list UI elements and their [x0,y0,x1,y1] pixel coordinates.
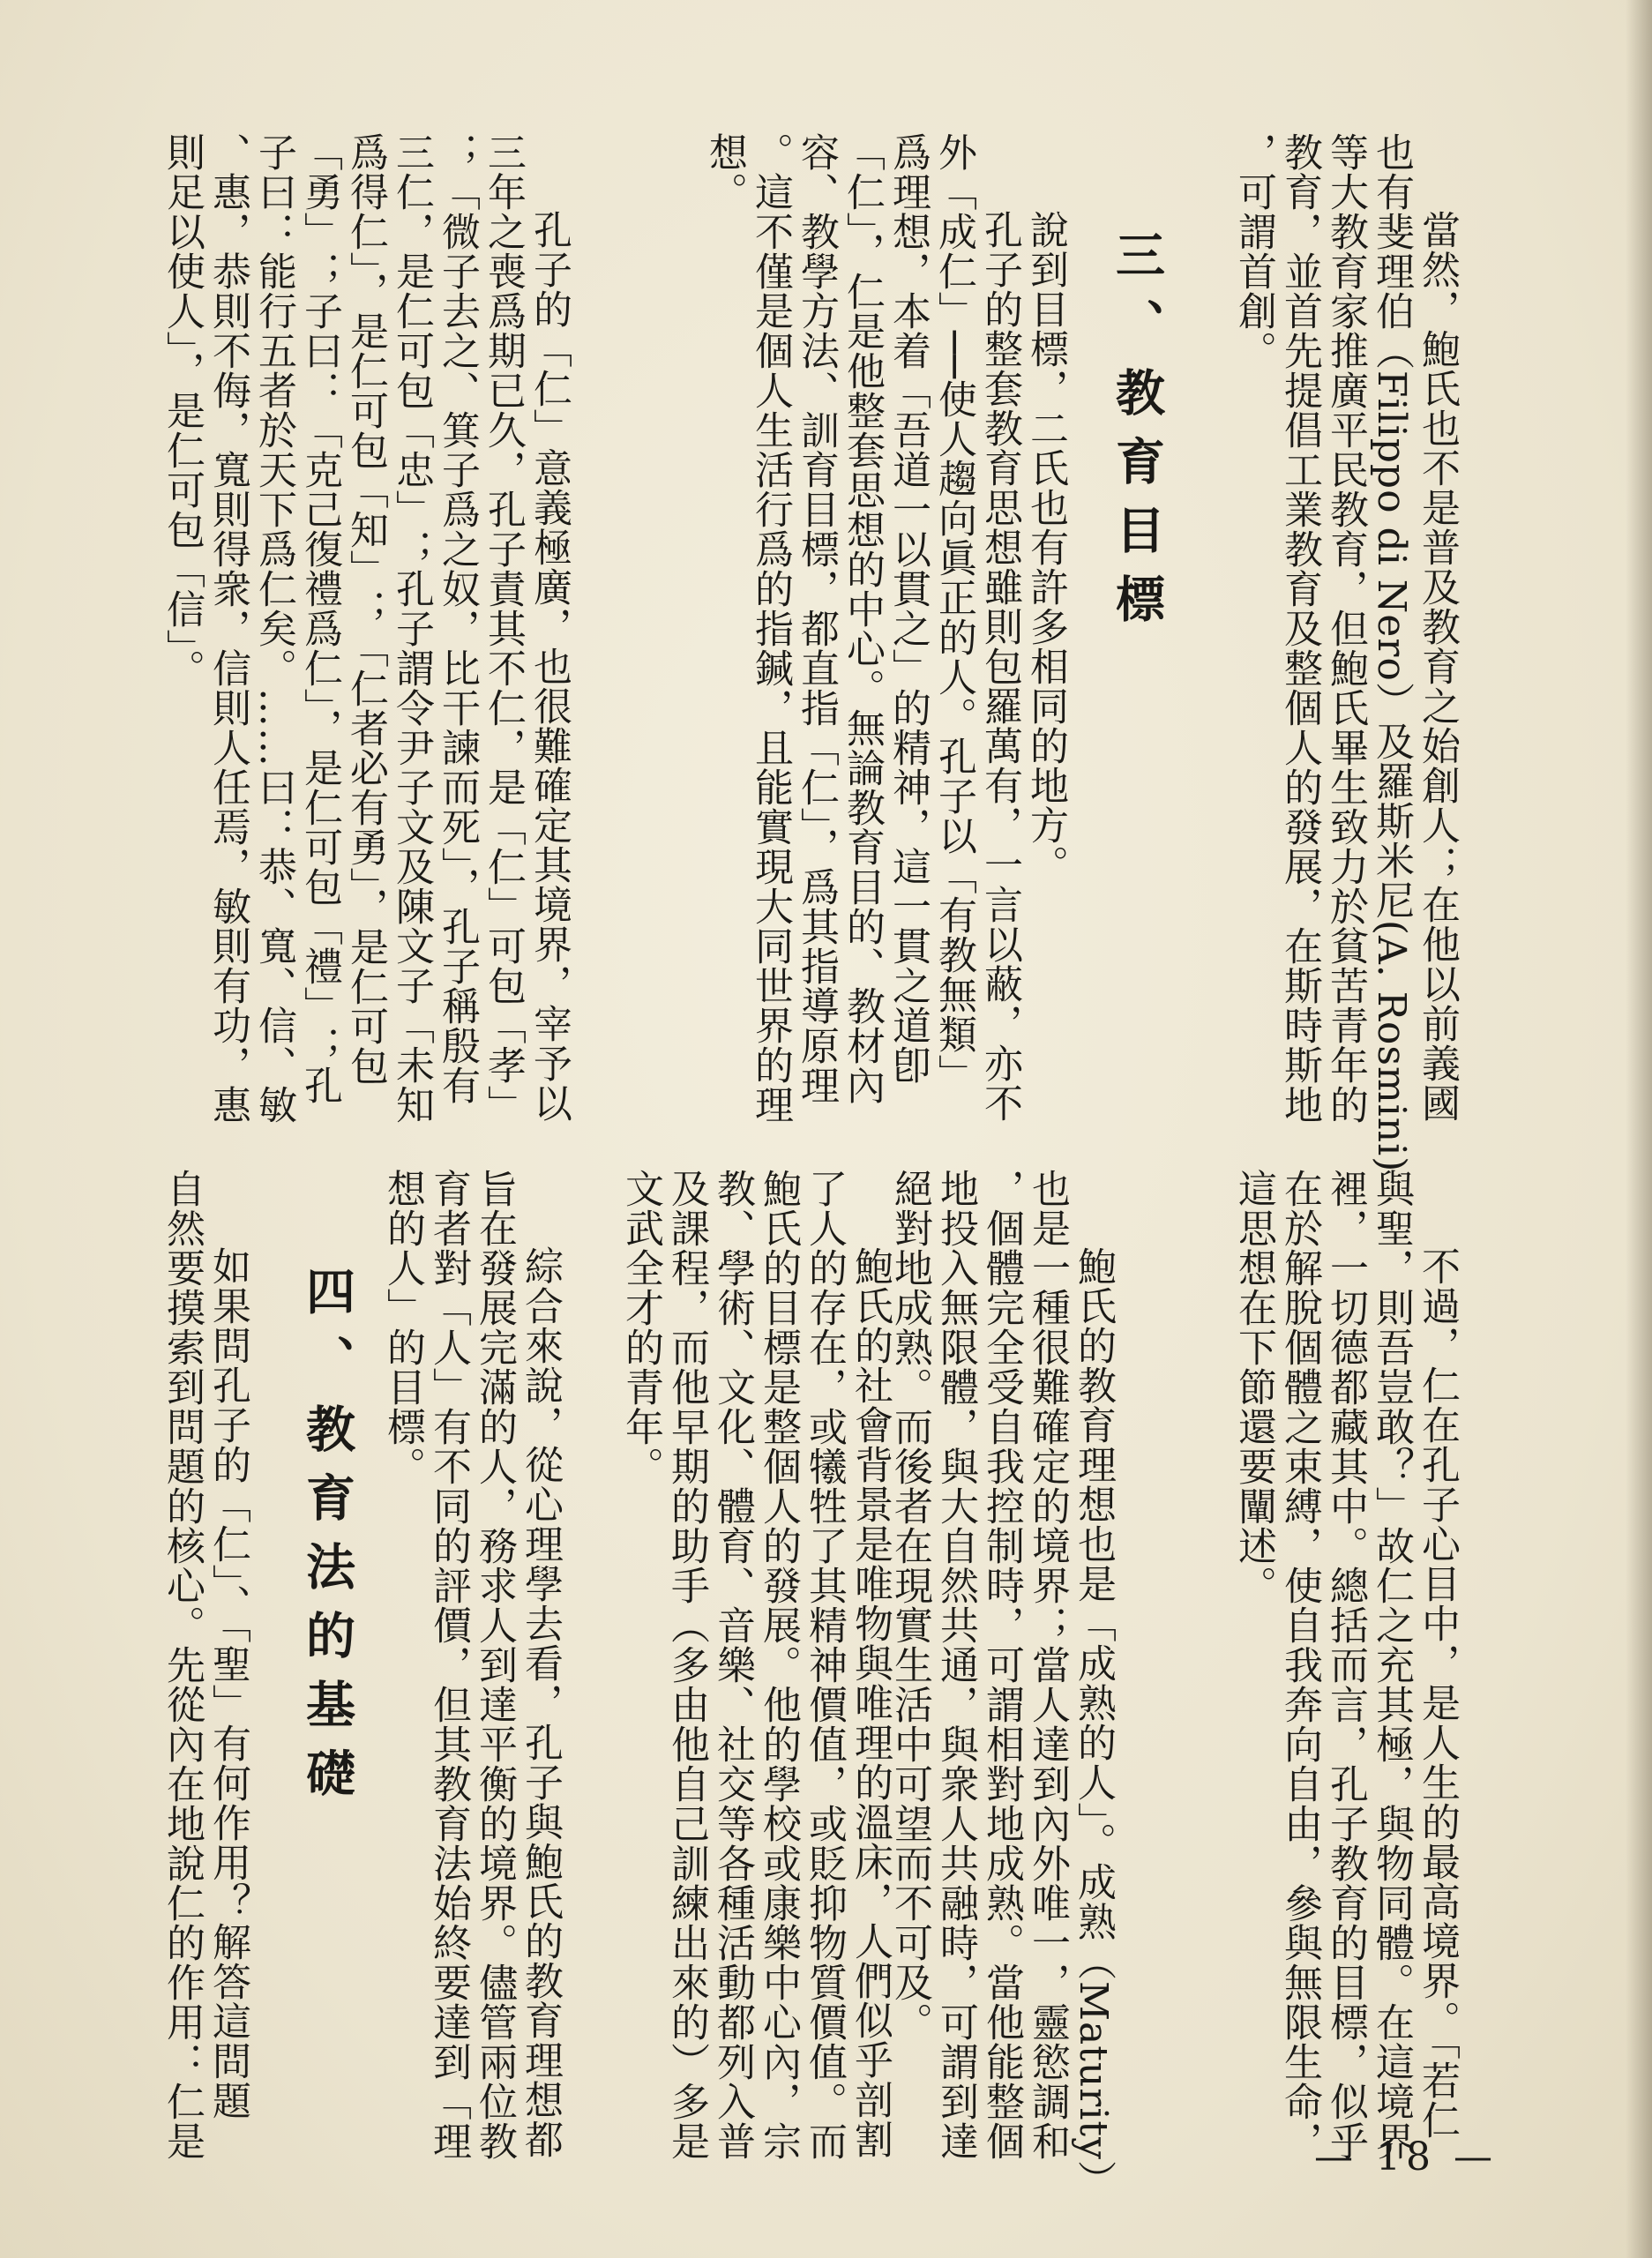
text-line: 三仁，是仁可包「忠」；孔子謂令尹子文及陳文子「未知 [389,132,434,1125]
text-line: 「勇」；子曰：「克己復禮爲仁」，是仁可包「禮」；孔 [297,132,342,1105]
text-line: ；「微子去之、箕子爲之奴，比干諫而死」，孔子稱殷有 [435,132,480,1105]
text-line: 外「成仁」──使人趨向眞正的人。孔子以「有教無類」 [931,132,976,1094]
text-line: 絕對地成熟。而後者在現實生活中可望而不可及。 [887,1169,932,2042]
page-number: — 18 — [1314,2135,1498,2179]
text-line: 教、學術、文化、體育、音樂、社交等各種活動都列入普 [710,1169,755,2161]
text-line: 育者對「人」有不同的評價，但其教育法始終要達到「理 [426,1169,471,2161]
text-line: 在於解脫個體之束縛，使自我奔向自由，參與無限生命， [1277,1169,1322,2161]
text-line: 及課程，而他早期的助手（多由他自己訓練出來的）多是 [664,1169,709,2161]
section-heading-three: 三、教育目標 [1108,229,1165,642]
paragraph-bao-universal-education [1230,132,1460,1172]
text-line: ，可謂首創。 [1231,132,1276,370]
text-line: 爲理想，本着「吾道一以貫之」的精神，這一貫之道卽 [886,132,931,1085]
text-line: 等大教育家推廣平民教育，但鮑氏畢生致力於貧苦青年的 [1323,132,1368,1125]
text-line: 孔子的整套教育思想雖則包羅萬有，一言以蔽，亦不 [977,210,1022,1123]
text-line: 鮑氏的目標是整個人的發展。他的學校或康樂中心內，宗 [756,1169,801,2161]
text-line: 也是一種很難確定的境界；當人達到內外唯一，靈慾調和 [1025,1169,1070,2161]
text-line: 三年之喪爲期已久，孔子責其不仁，是「仁」可包「孝」 [481,132,526,1125]
text-line: 想的人」的目標。 [380,1169,425,1486]
text-line: 自然要摸索到問題的核心。先從內在地說仁的作用：仁是 [160,1169,205,2161]
text-line: 鮑氏的社會背景是唯物與唯理的溫床，人們似乎剖割 [848,1246,893,2159]
page-edge-shadow [1626,0,1652,2258]
text-line: 子曰：能行五者於天下爲仁矣。……曰：恭、寬、信、敏 [251,132,296,1125]
text-line: 孔子的「仁」意義極廣，也很難確定其境界，宰予以 [527,210,572,1123]
text-line: 裡，一切德都藏其中。總括而言，孔子教育的目標，似乎 [1323,1169,1368,2161]
paragraph-mature-person [886,1169,1116,2200]
text-line: 容、教學方法、訓育目標，都直指「仁」，爲其指導原理 [794,132,839,1105]
text-line: 鮑氏的教育理想也是「成熟的人」。成熟（Maturity） [1071,1246,1116,2200]
text-line: 地投入無限體，與大自然共通，與衆人共融時，可謂到達 [933,1169,978,2161]
text-line: 文武全才的青年。 [618,1169,663,1486]
section-heading-four: 四、教育法的基礎 [298,1266,355,1816]
text-line: 想。 [702,132,747,212]
paragraph-meaning-of-ren [159,132,572,1125]
text-line: 也有斐理伯（Filippo di Nero）及羅斯米尼(A. Rosmini) [1369,132,1414,1173]
text-line: 教育，並首先提倡工業教育及整個人的發展，在斯時斯地 [1277,132,1322,1125]
text-line: 了人的存在，或犧牲了其精神價值，或貶抑物質價值。而 [802,1169,847,2161]
paragraph-education-goals [701,132,1068,1125]
paragraph-bao-social-background [617,1169,893,2161]
text-line: 這思想在下節還要闡述。 [1231,1169,1276,1605]
text-line: 當然，鮑氏也不是普及教育之始創人；在他以前義國 [1415,210,1460,1123]
text-line: 則足以使人」，是仁可包「信」。 [160,132,205,689]
paragraph-ren-highest-realm [1230,1169,1460,2161]
text-line: 如果問孔子的「仁」、「聖」有何作用？解答這問題 [206,1246,250,2120]
text-line: 綜合來說，從心理學去看，孔子與鮑氏的教育理想都 [518,1246,563,2159]
text-line: 「仁」，仁是他整套思想的中心。無論教育目的、教材內 [840,132,885,1105]
text-line: 不過，仁在孔子心目中，是人生的最高境界。「若仁 [1415,1246,1460,2140]
text-line: 與聖，則吾豈敢？」故仁之充其極，與物同體。在這境界 [1369,1169,1414,2161]
text-line: ，個體完全受自我控制時，可謂相對地成熟。當他能整個 [979,1169,1024,2161]
text-line: 旨在發展完滿的人，務求人到達平衡的境界。儘管兩位教 [472,1169,517,2161]
paragraph-function-of-ren [159,1169,250,2161]
text-line: 說到目標，二氏也有許多相同的地方。 [1023,210,1068,885]
text-line: 。這不僅是個人生活行爲的指鍼，且能實現大同世界的理 [748,132,793,1125]
text-line: 爲得仁」，是仁可包「知」；「仁者必有勇」，是仁可包 [343,132,388,1086]
paragraph-summary [379,1169,563,2161]
text-line: 、惠，恭則不侮，寬則得衆，信則人任焉，敏則有功，惠 [206,132,250,1125]
